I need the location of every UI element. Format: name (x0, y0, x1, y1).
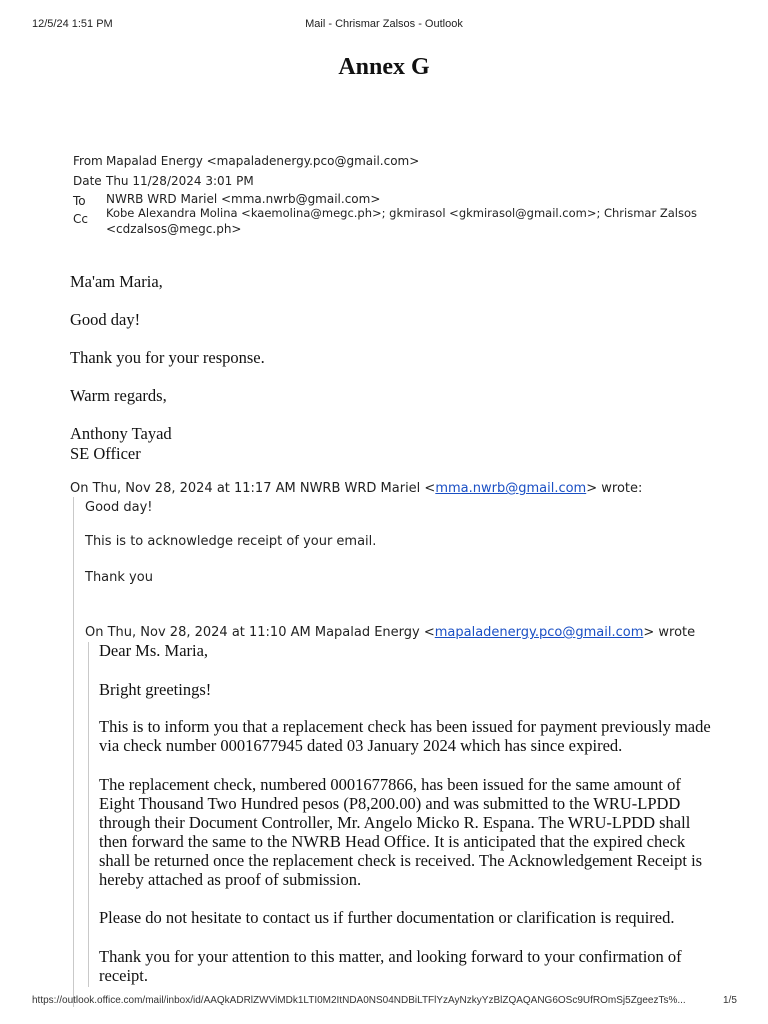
quote2-paragraph-3: Please do not hesitate to contact us if further documentation or clarification is required. (99, 908, 675, 927)
signature-name: Anthony Tayad (70, 424, 172, 443)
print-footer-url: https://outlook.office.com/mail/inbox/id/AAQkADRlZWViMDk1LTI0M2ItNDA0NS04NDBiLTFlYzAyNzkyYzBlZQAQANG6OSc9UfROmSj5ZgeezTs%... (32, 995, 686, 1006)
cc-label: Cc (73, 212, 88, 226)
quote2-salutation: Dear Ms. Maria, (99, 641, 209, 660)
quote2-intro-suffix: > wrote (643, 625, 696, 640)
quote1-bar (73, 497, 74, 1007)
print-title: Mail - Chrismar Zalsos - Outlook (305, 18, 463, 30)
cc-value-line2: <cdzalsos@megc.ph> (106, 222, 242, 236)
quote1-greeting: Good day! (85, 500, 153, 515)
quote1-intro-suffix: > wrote: (586, 481, 643, 496)
from-label: From (73, 154, 103, 168)
reply-closing: Warm regards, (70, 386, 167, 405)
from-value: Mapalad Energy <mapaladenergy.pco@gmail.com> (106, 154, 420, 168)
quote2-bar (88, 642, 89, 987)
to-label: To (73, 194, 86, 208)
to-value: NWRB WRD Mariel <mma.nwrb@gmail.com> (106, 192, 381, 206)
quote2-paragraph-2: The replacement check, numbered 0001677866, has been issued for the same amount of Eight Thousand Two Hundred pesos (P8,200.00) and was submitted to the WRU-LPDD through their Document Controller, Mr. Angelo Micko R. Espana. The WRU-LPDD shall then forward the same to the NWRB Head Office. It is anticipated that the expired check shall be returned once the replacement check is received. The Acknowledgement Receipt is hereby attached as proof of submission. (99, 775, 703, 889)
quote2-paragraph-1: This is to inform you that a replacement check has been issued for payment previously made via check number 0001677945 dated 03 January 2024 which has since expired. (99, 717, 711, 755)
print-datetime: 12/5/24 1:51 PM (32, 18, 113, 30)
quote1-body: This is to acknowledge receipt of your email. (85, 534, 377, 549)
quote2-intro (85, 625, 695, 640)
quote2-greeting: Bright greetings! (99, 680, 212, 699)
quote2-email-link[interactable]: mapaladenergy.pco@gmail.com (434, 625, 644, 640)
quote1-intro (70, 481, 642, 496)
quote1-intro-prefix: On Thu, Nov 28, 2024 at 11:17 AM NWRB WRD Mariel < (70, 481, 436, 496)
reply-salutation: Ma'am Maria, (70, 272, 163, 291)
date-value: Thu 11/28/2024 3:01 PM (106, 174, 254, 188)
signature-title: SE Officer (70, 444, 141, 463)
print-page-number: 1/5 (723, 995, 737, 1006)
quote1-closing: Thank you (85, 570, 153, 585)
reply-text: Thank you for your response. (70, 348, 265, 367)
cc-value-line1: Kobe Alexandra Molina <kaemolina@megc.ph>; gkmirasol <gkmirasol@gmail.com>; Chrismar Zalsos (106, 206, 697, 220)
quote1-email-link[interactable]: mma.nwrb@gmail.com (435, 481, 587, 496)
annex-title: Annex G (338, 54, 430, 80)
quote2-intro-prefix: On Thu, Nov 28, 2024 at 11:10 AM Mapalad Energy < (85, 625, 435, 640)
date-label: Date (73, 174, 102, 188)
quote2-paragraph-4: Thank you for your attention to this matter, and looking forward to your confirmation of receipt. (99, 947, 682, 985)
reply-greeting: Good day! (70, 310, 141, 329)
